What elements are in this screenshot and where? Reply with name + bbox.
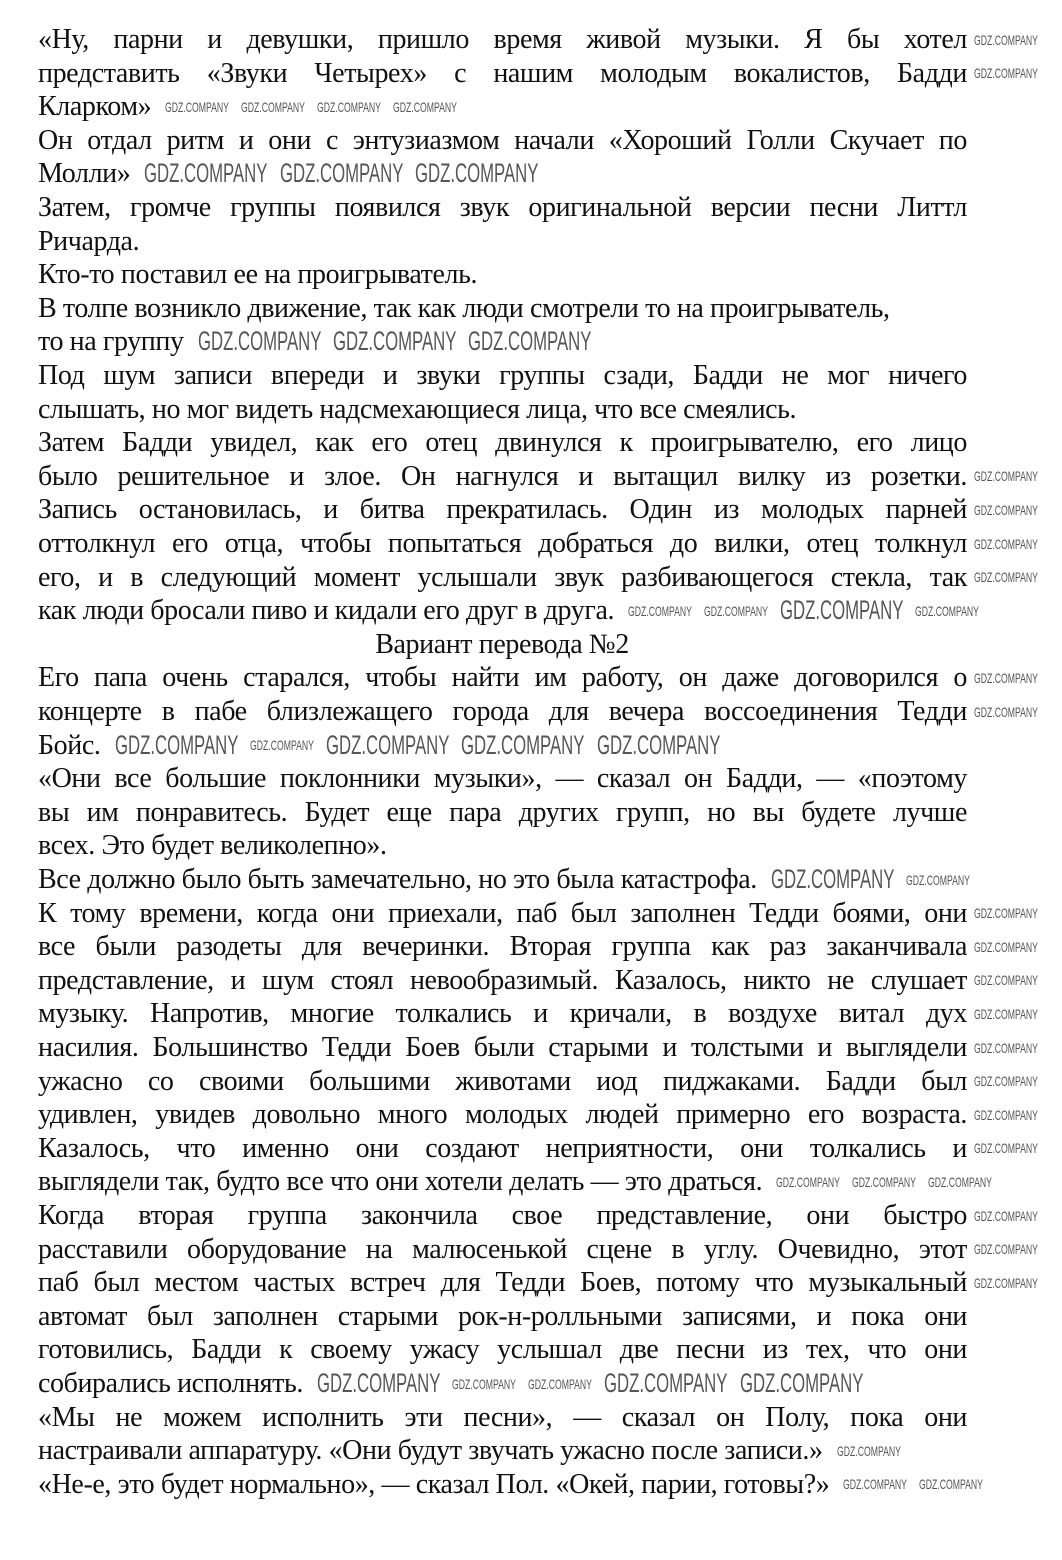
text-line: «Мы не можем исполнить эти песни», — сказал он Полу, пока они — [38, 1401, 967, 1433]
text-line: представить «Звуки Четырех» с нашим молодым вокалистов, Бадди — [38, 57, 967, 89]
text-line: оттолкнул его отца, чтобы попытаться добраться до вилки, отец толкнул — [38, 528, 967, 559]
text-line: «Они все большие поклонники музыки», — сказал он Бадди, — «поэтому — [38, 763, 967, 795]
watermark: GDZ.COMPANY — [144, 158, 268, 189]
watermark: GDZ.COMPANY — [241, 98, 306, 115]
watermark: GDZ.COMPANY — [974, 65, 1038, 82]
watermark: GDZ.COMPANY — [836, 1442, 901, 1459]
text-line: концерте в пабе близлежащего города для вечера воссоединения Тедди — [38, 696, 967, 727]
watermark: GDZ.COMPANY — [974, 972, 1038, 989]
watermark: GDZ.COMPANY — [974, 31, 1038, 48]
watermark: GDZ.COMPANY — [780, 595, 904, 626]
text-line: Казалось, что именно они создают неприятности, они толкались и — [38, 1132, 967, 1164]
watermark: GDZ.COMPANY — [974, 1241, 1038, 1258]
watermark: GDZ.COMPANY — [974, 905, 1038, 922]
watermark: GDZ.COMPANY — [974, 1005, 1038, 1022]
watermark: GDZ.COMPANY — [249, 737, 314, 754]
watermark: GDZ.COMPANY — [739, 1368, 864, 1398]
text-line: Бойс. — [38, 729, 101, 761]
text-line: Ричарда. — [38, 225, 140, 257]
watermark: GDZ.COMPANY — [415, 158, 539, 189]
text-line: музыку. Напротив, многие толкались и кричали, в воздухе витал дух — [38, 998, 967, 1030]
watermark: GDZ.COMPANY — [974, 669, 1038, 686]
text-line: собирались исполнять. — [38, 1368, 303, 1399]
text-line: В толпе возникло движение, так как люди смотрели то на проигрыватель, — [38, 292, 890, 324]
watermark: GDZ.COMPANY — [452, 1375, 517, 1392]
watermark: GDZ.COMPANY — [316, 1368, 441, 1398]
watermark: GDZ.COMPANY — [317, 98, 382, 115]
watermark: GDZ.COMPANY — [197, 326, 321, 357]
watermark: GDZ.COMPANY — [393, 98, 458, 115]
watermark: GDZ.COMPANY — [852, 1173, 917, 1190]
text-line: слышать, но мог видеть надсмехающиеся лица, что все смеялись. — [38, 393, 797, 425]
text-line: Все должно было быть замечательно, но это была катастрофа. — [38, 864, 757, 895]
text-line: Когда вторая группа закончила свое представление, они быстро — [38, 1200, 967, 1231]
watermark: GDZ.COMPANY — [279, 158, 404, 189]
text-line: вы им понравитесь. Будет еще пара других групп, но вы будете лучше — [38, 796, 967, 828]
watermark: GDZ.COMPANY — [974, 569, 1038, 586]
watermark: GDZ.COMPANY — [974, 1039, 1038, 1056]
watermark: GDZ.COMPANY — [974, 1207, 1038, 1224]
watermark: GDZ.COMPANY — [974, 1140, 1038, 1157]
watermark: GDZ.COMPANY — [332, 326, 457, 357]
watermark: GDZ.COMPANY — [704, 602, 769, 619]
watermark: GDZ.COMPANY — [974, 501, 1038, 518]
text-line: настраивали аппаратуру. «Они будут звучать ужасно после записи.» — [38, 1435, 823, 1467]
text-line: готовились, Бадди к своему ужасу услышал две песни из тех, что они — [38, 1334, 967, 1366]
text-line: как люди бросали пиво и кидали его друг в друга. — [38, 595, 615, 627]
text-line: Запись остановилась, и битва прекратилась. Один из молодых парней — [38, 494, 967, 526]
watermark: GDZ.COMPANY — [974, 703, 1038, 720]
text-line: Кто-то поставил ее на проигрыватель. — [38, 259, 478, 291]
text-line: удивлен, увидев довольно много молодых людей примерно его возраста. — [38, 1099, 967, 1131]
watermark: GDZ.COMPANY — [919, 1476, 984, 1493]
text-line: всех. Это будет великолепно». — [38, 830, 387, 862]
text-line: К тому времени, когда они приехали, паб был заполнен Тедди боями, они — [38, 897, 967, 929]
watermark: GDZ.COMPANY — [974, 535, 1038, 552]
text-line: все были разодеты для вечеринки. Вторая группа как раз заканчивала — [38, 931, 967, 963]
watermark: GDZ.COMPANY — [114, 729, 238, 760]
watermark: GDZ.COMPANY — [974, 938, 1038, 955]
text-line: Кларком» — [38, 91, 152, 123]
text-line: Затем, громче группы появился звук оригинальной версии песни Литтл — [38, 192, 967, 223]
text-line: ужасно со своими большими животами иод пиджаками. Бадди был — [38, 1065, 967, 1097]
text-line: Его папа очень старался, чтобы найти им работу, он даже договорился о — [38, 662, 967, 694]
section-heading: Вариант перевода №2 — [375, 628, 629, 660]
watermark: GDZ.COMPANY — [165, 98, 230, 115]
watermark: GDZ.COMPANY — [974, 1106, 1038, 1123]
watermark: GDZ.COMPANY — [974, 1073, 1038, 1090]
watermark: GDZ.COMPANY — [770, 864, 895, 894]
watermark: GDZ.COMPANY — [974, 1274, 1038, 1291]
watermark: GDZ.COMPANY — [325, 729, 450, 760]
text-line: выглядели так, будто все что они хотели делать — это драться. — [38, 1166, 763, 1198]
text-line: Он отдал ритм и они с энтузиазмом начали «Хороший Голли Скучает по — [38, 124, 967, 156]
text-line: паб был местом частых встреч для Тедди Боев, потому что музыкальный — [38, 1267, 967, 1299]
watermark: GDZ.COMPANY — [915, 602, 980, 619]
text-line: то на группу — [38, 326, 184, 358]
text-line: Под шум записи впереди и звуки группы сзади, Бадди не мог ничего — [38, 360, 967, 391]
watermark: GDZ.COMPANY — [596, 729, 721, 760]
text-line: представление, и шум стоял невообразимый. Казалось, никто не слушает — [38, 964, 967, 996]
watermark: GDZ.COMPANY — [468, 326, 592, 357]
text-line: Затем Бадди увидел, как его отец двинулся к проигрывателю, его лицо — [38, 427, 967, 459]
text-line: было решительное и злое. Он нагнулся и вытащил вилку из розетки. — [38, 460, 967, 492]
watermark: GDZ.COMPANY — [461, 729, 585, 760]
text-line: его, и в следующий момент услышали звук разбивающегося стекла, так — [38, 561, 967, 593]
watermark: GDZ.COMPANY — [528, 1375, 593, 1392]
text-line: насилия. Большинство Тедди Боев были старыми и толстыми и выглядели — [38, 1032, 967, 1063]
watermark: GDZ.COMPANY — [906, 871, 971, 888]
text-line: «Ну, парни и девушки, пришло время живой музыки. Я бы хотел — [38, 24, 967, 55]
watermark: GDZ.COMPANY — [843, 1476, 908, 1493]
text-line: автомат был заполнен старыми рок-н-ролльными записями, и пока они — [38, 1300, 967, 1332]
watermark: GDZ.COMPANY — [928, 1173, 993, 1190]
text-line: «Не-е, это будет нормально», — сказал Пол. «Окей, парии, готовы?» — [38, 1468, 830, 1500]
watermark: GDZ.COMPANY — [776, 1173, 841, 1190]
text-line: Молли» — [38, 158, 131, 190]
watermark: GDZ.COMPANY — [974, 468, 1038, 485]
text-line: расставили оборудование на малюсенькой сцене в углу. Очевидно, этот — [38, 1233, 967, 1265]
watermark: GDZ.COMPANY — [628, 602, 693, 619]
watermark: GDZ.COMPANY — [604, 1368, 728, 1398]
